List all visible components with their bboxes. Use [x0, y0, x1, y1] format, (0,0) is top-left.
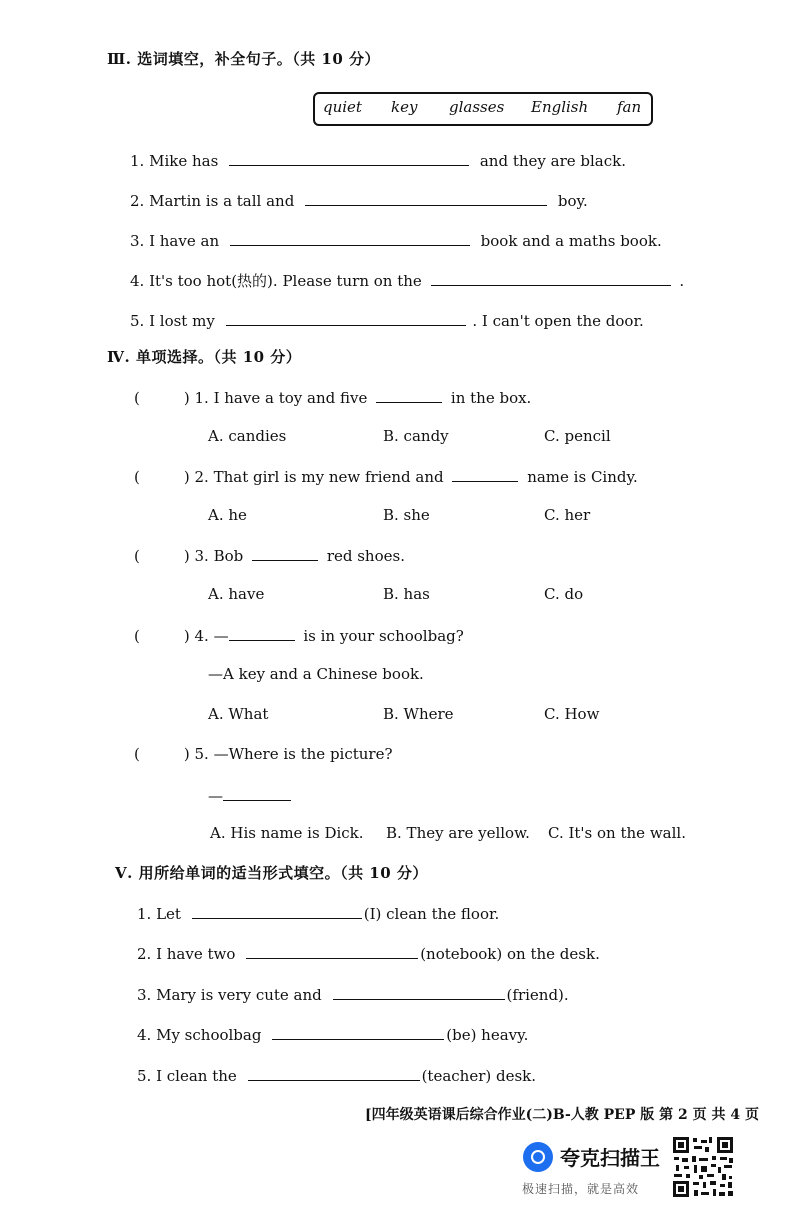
answer-blank[interactable] — [333, 984, 505, 1000]
item-text: 3. I have an — [130, 232, 220, 250]
mc-question-1 — [134, 387, 531, 407]
answer-blank[interactable] — [230, 230, 470, 246]
word-bank-word: fan — [617, 98, 642, 116]
option-b[interactable]: B. They are yellow. — [386, 824, 530, 842]
item-text: (I) clean the floor. — [363, 905, 500, 923]
option-a[interactable]: A. What — [208, 705, 269, 723]
answer-blank[interactable] — [272, 1024, 444, 1040]
fill-item-2 — [130, 190, 588, 210]
scanner-slogan: 极速扫描，就是高效 — [522, 1182, 640, 1196]
item-text: book and a maths book. — [480, 232, 662, 250]
item-text: boy. — [557, 192, 588, 210]
mc-question-5 — [134, 745, 393, 763]
item-text: 5. I lost my — [130, 312, 215, 330]
question-text: 1. I have a toy and five — [194, 389, 368, 407]
item-text: 2. I have two — [137, 945, 236, 963]
question-text: 4. — — [194, 627, 229, 645]
scanner-logo-icon — [523, 1142, 553, 1172]
mc-question-3 — [134, 545, 405, 565]
answer-blank[interactable] — [192, 903, 362, 919]
option-c[interactable]: C. It's on the wall. — [548, 824, 686, 842]
answer-blank[interactable] — [452, 466, 518, 482]
form-item-5 — [137, 1065, 536, 1085]
mc-question-2 — [134, 466, 638, 486]
word-bank — [313, 92, 653, 126]
question-text: 2. That girl is my new friend and — [194, 468, 444, 486]
question-text: is in your schoolbag? — [303, 627, 464, 645]
answer-blank[interactable] — [229, 150, 469, 166]
item-text: (notebook) on the desk. — [420, 945, 600, 963]
answer-blank[interactable] — [376, 387, 442, 403]
option-c[interactable]: C. How — [544, 705, 600, 723]
dialogue-response — [208, 785, 291, 805]
answer-paren-open: ( — [134, 547, 140, 565]
answer-blank[interactable] — [248, 1065, 420, 1081]
answer-paren-close: ) — [183, 468, 190, 486]
section-4-title: Ⅳ. 单项选择。（共 10 分） — [107, 348, 302, 366]
page-footer: [四年级英语课后综合作业(二)B-人教 PEP 版 第 2 页 共 4 页 — [365, 1107, 759, 1123]
answer-blank[interactable] — [226, 310, 466, 326]
item-text: 1. Let — [137, 905, 181, 923]
item-text: . — [679, 272, 685, 290]
word-bank-word: quiet — [323, 98, 362, 116]
item-text: (be) heavy. — [446, 1026, 529, 1044]
item-text: . I can't open the door. — [472, 312, 644, 330]
item-text: (teacher) desk. — [421, 1067, 537, 1085]
section-3-title: Ⅲ. 选词填空，补全句子。（共 10 分） — [107, 50, 381, 68]
answer-blank[interactable] — [252, 545, 318, 561]
answer-paren-close: ) — [183, 745, 190, 763]
option-a[interactable]: A. have — [208, 585, 265, 603]
option-b[interactable]: B. she — [383, 506, 430, 524]
fill-item-5 — [130, 310, 644, 330]
form-item-4 — [137, 1024, 528, 1044]
answer-blank[interactable] — [305, 190, 547, 206]
answer-blank[interactable] — [229, 625, 295, 641]
item-text: 2. Martin is a tall and — [130, 192, 295, 210]
answer-blank[interactable] — [431, 270, 671, 286]
scanner-brand: 夸克扫描王 — [560, 1146, 660, 1170]
question-text: red shoes. — [326, 547, 405, 565]
word-bank-word: key — [391, 98, 418, 116]
item-text: 5. I clean the — [137, 1067, 237, 1085]
answer-paren-open: ( — [134, 745, 140, 763]
item-text: 3. Mary is very cute and — [137, 986, 322, 1004]
word-bank-word: glasses — [449, 98, 505, 116]
item-text: 1. Mike has — [130, 152, 219, 170]
item-text: 4. It's too hot(热的). Please turn on the — [130, 272, 422, 290]
dialogue-response: —A key and a Chinese book. — [208, 665, 424, 683]
fill-item-3 — [130, 230, 662, 250]
answer-paren-open: ( — [134, 627, 140, 645]
section-5-title: Ⅴ. 用所给单词的适当形式填空。（共 10 分） — [115, 864, 428, 882]
question-text: 5. —Where is the picture? — [194, 745, 393, 763]
option-a[interactable]: A. he — [208, 506, 247, 524]
form-item-1 — [137, 903, 499, 923]
fill-item-1 — [130, 150, 626, 170]
option-a[interactable]: A. candies — [208, 427, 287, 445]
qr-code-icon — [672, 1136, 734, 1198]
option-b[interactable]: B. candy — [383, 427, 449, 445]
answer-paren-close: ) — [183, 547, 190, 565]
answer-blank[interactable] — [223, 785, 291, 801]
item-text: 4. My schoolbag — [137, 1026, 262, 1044]
question-text: name is Cindy. — [527, 468, 638, 486]
word-bank-word: English — [531, 98, 589, 116]
item-text: and they are black. — [479, 152, 626, 170]
answer-blank[interactable] — [246, 943, 418, 959]
answer-paren-open: ( — [134, 389, 140, 407]
question-text: in the box. — [450, 389, 532, 407]
form-item-2 — [137, 943, 600, 963]
question-text: 3. Bob — [194, 547, 244, 565]
answer-paren-close: ) — [183, 389, 190, 407]
form-item-3 — [137, 984, 569, 1004]
option-a[interactable]: A. His name is Dick. — [210, 824, 364, 842]
answer-paren-open: ( — [134, 468, 140, 486]
mc-question-4 — [134, 625, 464, 645]
dash: — — [208, 787, 223, 805]
item-text: (friend). — [506, 986, 569, 1004]
option-b[interactable]: B. has — [383, 585, 430, 603]
option-c[interactable]: C. her — [544, 506, 591, 524]
fill-item-4 — [130, 270, 684, 291]
option-b[interactable]: B. Where — [383, 705, 454, 723]
answer-paren-close: ) — [183, 627, 190, 645]
option-c[interactable]: C. do — [544, 585, 584, 603]
option-c[interactable]: C. pencil — [544, 427, 611, 445]
